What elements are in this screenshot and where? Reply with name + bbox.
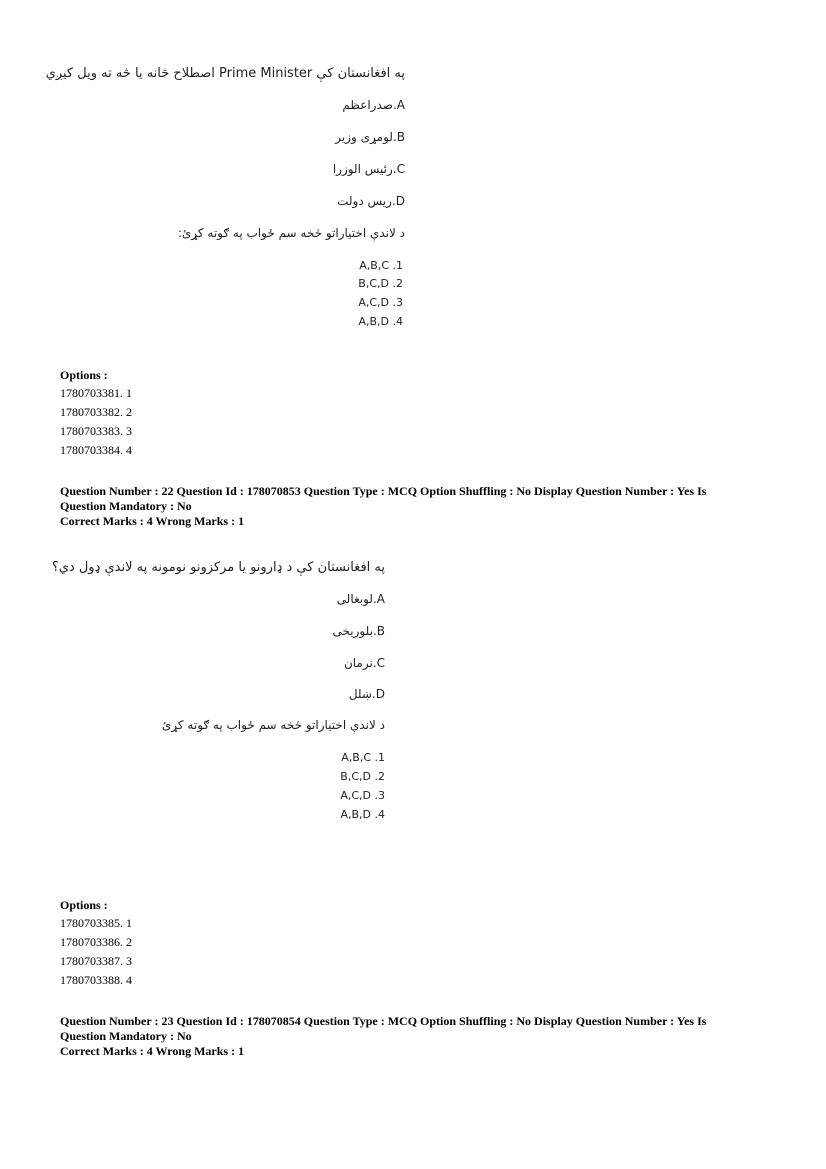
q22-choice-c: C.نرمان [343,656,385,670]
q21-combo-4: 4. A,B,D [358,315,403,328]
q23-marks: Correct Marks : 4 Wrong Marks : 1 [60,1044,245,1058]
q21-choice-b: B.لومړی وزیر [335,130,405,144]
q21-option-4: 1780703384. 4 [60,443,132,457]
q22-combo-3: 3. A,C,D [340,789,385,802]
q22-option-1: 1780703385. 1 [60,916,132,930]
q22-option-3: 1780703387. 3 [60,954,132,968]
q22-combo-1: 1. A,B,C [341,751,385,764]
q23-meta [60,1014,760,1059]
q21-option-2: 1780703382. 2 [60,405,132,419]
q21-option-3: 1780703383. 3 [60,424,132,438]
q23-meta-line2: Question Mandatory : No [60,1029,192,1043]
q21-combo-2: 2. B,C,D [358,277,403,290]
q21-combo-3: 3. A,C,D [358,296,403,309]
q22-meta-line2: Question Mandatory : No [60,499,192,513]
q21-choice-c: C.رئیس الوزرا [332,162,405,176]
q22-meta [60,484,760,529]
q23-meta-line1: Question Number : 23 Question Id : 178070854 Question Type : MCQ Option Shuffling : No Display Question Number : Yes Is [60,1014,707,1028]
q22-option-4: 1780703388. 4 [60,973,132,987]
q21-combo-1: 1. A,B,C [359,259,403,272]
q21-instruction: د لاندې اختیاراتو څخه سم ځواب په ګوته کړئ: [177,226,405,240]
q21-choice-a: A.صدراعظم [342,98,405,112]
q22-choice-d: D.ښلل [348,687,385,701]
q21-options-list [60,384,132,460]
q22-question-text: په افغانستان کې د ډارونو یا مرکزونو نومونه په لاندې ډول دي؟ [51,560,385,575]
q22-option-2: 1780703386. 2 [60,935,132,949]
q22-combo-4: 4. A,B,D [340,808,385,821]
q22-options-list [60,914,132,990]
q22-instruction: د لاندې اختیاراتو څخه سم ځواب په ګوته کړئ [161,718,385,732]
q21-choice-d: D.ریس دولت [337,194,405,208]
q22-combo-2: 2. B,C,D [340,770,385,783]
q22-options-label: Options : [60,898,108,912]
q22-marks: Correct Marks : 4 Wrong Marks : 1 [60,514,245,528]
q22-meta-line1: Question Number : 22 Question Id : 178070853 Question Type : MCQ Option Shuffling : No Display Question Number : Yes Is [60,484,707,498]
q22-choice-a: A.لوبغالی [336,592,385,606]
q22-choice-b: B.بلوریخی [332,624,385,638]
q21-question-text: په افغانستان کې Prime Minister اصطلاح څانه یا څه ته ویل کیږي [45,66,405,81]
q21-option-1: 1780703381. 1 [60,386,132,400]
q21-options-label: Options : [60,368,108,382]
